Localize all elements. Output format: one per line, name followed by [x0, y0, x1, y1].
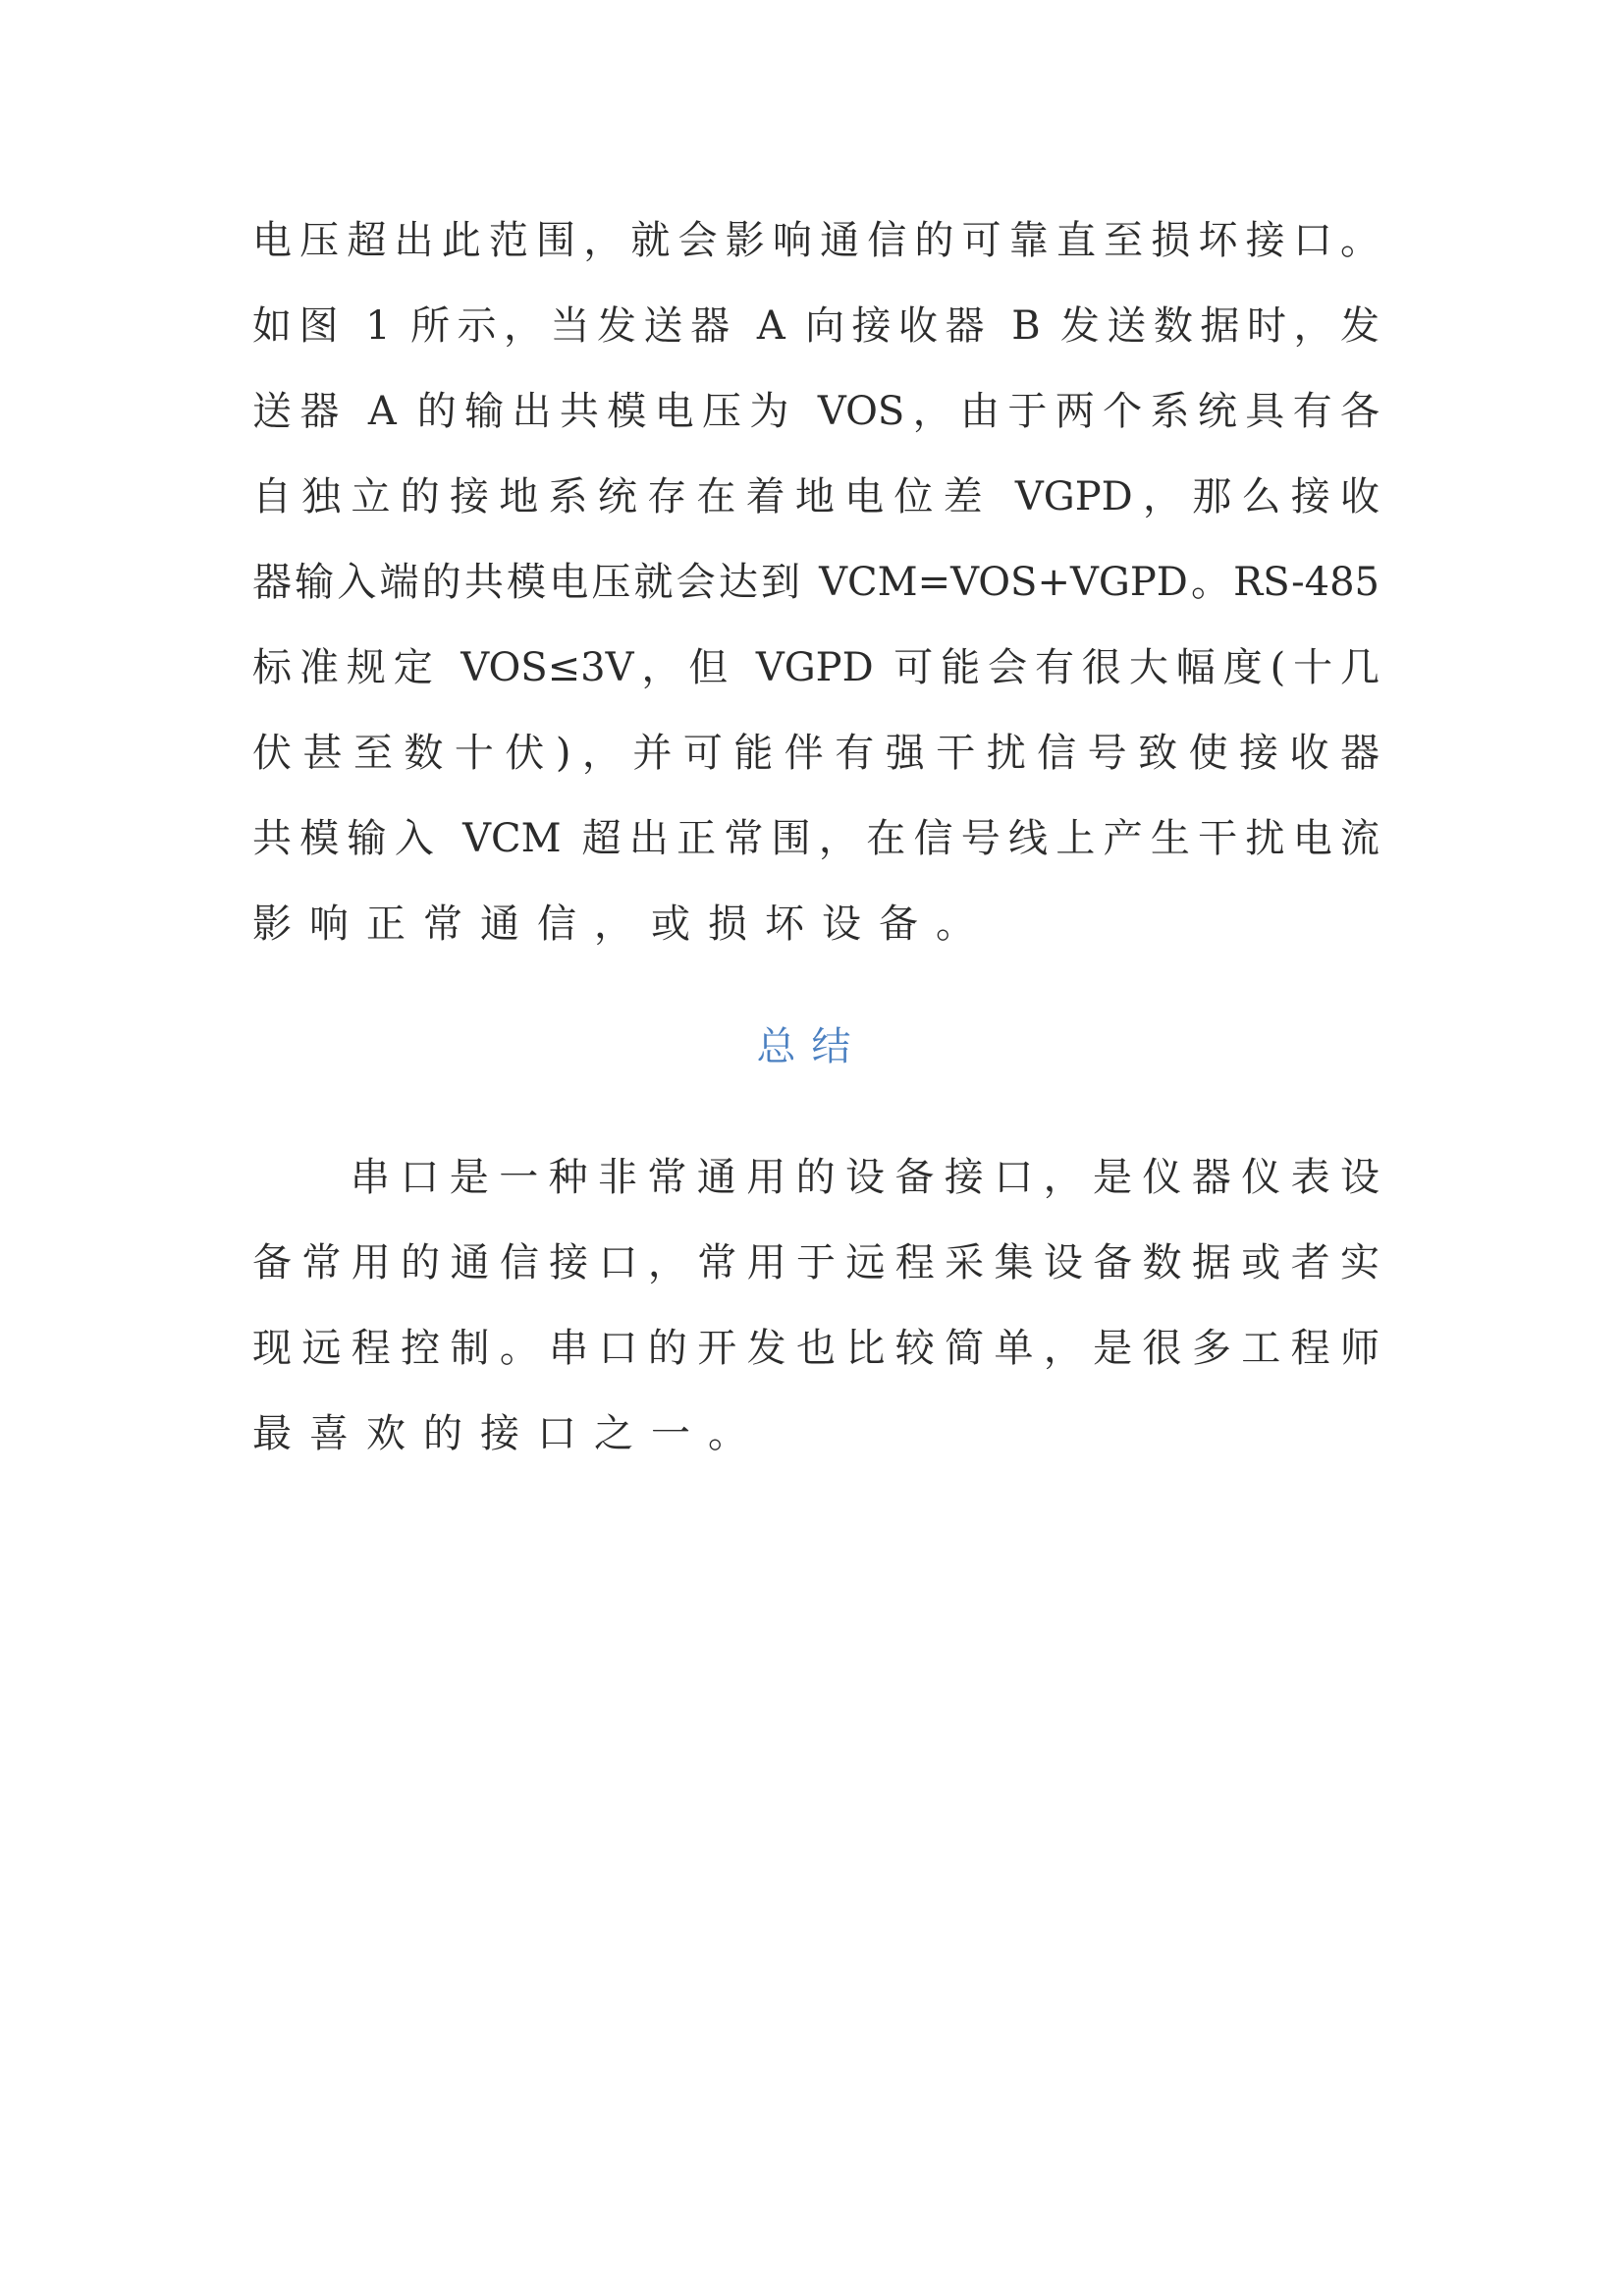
paragraph-line: 标准规定 VOS≤3V，但 VGPD 可能会有很大幅度(十几	[252, 645, 1380, 690]
paragraph-line: 伏甚至数十伏)，并可能伴有强干扰信号致使接收器	[252, 731, 1380, 776]
paragraph-line: 现远程控制。串口的开发也比较简单，是很多工程师	[252, 1326, 1380, 1371]
paragraph-line: 自独立的接地系统存在着地电位差 VGPD，那么接收	[252, 474, 1380, 519]
paragraph-line: 器输入端的共模电压就会达到 VCM=VOS+VGPD。RS-485	[252, 560, 1380, 605]
paragraph-line: 最喜欢的接口之一。	[252, 1411, 765, 1456]
paragraph-line: 串口是一种非常通用的设备接口，是仪器仪表设	[351, 1155, 1380, 1200]
paragraph-line: 影响正常通信，或损坏设备。	[252, 902, 993, 947]
paragraph-line: 送器 A 的输出共模电压为 VOS，由于两个系统具有各	[252, 389, 1380, 434]
paragraph-line: 如图 1 所示，当发送器 A 向接收器 B 发送数据时，发	[252, 303, 1380, 349]
paragraph-line: 共模输入 VCM 超出正常围，在信号线上产生干扰电流	[252, 816, 1380, 861]
section-heading: 总结	[756, 1024, 867, 1069]
paragraph-line: 电压超出此范围，就会影响通信的可靠直至损坏接口。	[252, 218, 1380, 263]
paragraph-line: 备常用的通信接口，常用于远程采集设备数据或者实	[252, 1240, 1380, 1285]
